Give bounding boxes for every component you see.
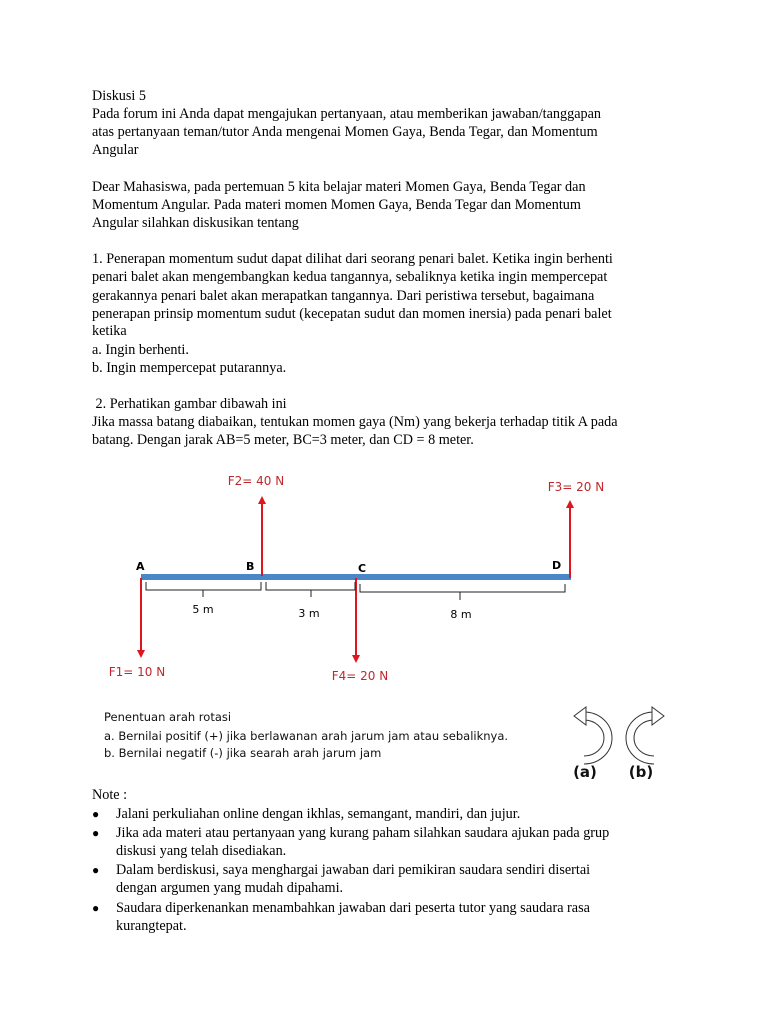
bracket-ab xyxy=(146,582,261,597)
greeting-line: Momentum Angular. Pada materi momen Momen Gaya, Benda Tegar dan Momentum xyxy=(92,197,581,213)
greeting-line: Angular silahkan diskusikan tentang xyxy=(92,215,299,231)
distance-bc-label: 3 m xyxy=(298,607,320,620)
bullet-icon: ● xyxy=(92,863,100,877)
point-c-label: C xyxy=(358,562,367,575)
bracket-cd xyxy=(360,584,565,600)
question-2-line: batang. Dengan jarak AB=5 meter, BC=3 meter, dan CD = 8 meter. xyxy=(92,432,474,448)
note-bullet: Dalam berdiskusi, saya menghargai jawaban dari pemikiran saudara sendiri disertai xyxy=(116,862,591,878)
bullet-icon: ● xyxy=(92,901,100,915)
icon-b-label: (b) xyxy=(628,763,654,780)
point-d-label: D xyxy=(552,559,562,572)
force-f3-label: F3= 20 N xyxy=(547,480,605,494)
point-a-label: A xyxy=(136,560,145,573)
question-1-line: penari balet akan mengembangkan kedua tangannya, sebaliknya ketika ingin mempercepat xyxy=(92,269,608,285)
question-1-line: gerakannya penari balet akan merapatkan tangannya. Dari peristiwa tersebut, bagaimana xyxy=(92,288,595,304)
point-b-label: B xyxy=(246,560,255,573)
force-f1-label: F1= 10 N xyxy=(108,665,166,679)
force-f4-label: F4= 20 N xyxy=(331,669,389,683)
counterclockwise-arrow-icon xyxy=(574,707,608,760)
note-bullet: Jalani perkuliahan online dengan ikhlas, semangant, mandiri, dan jujur. xyxy=(116,806,521,822)
note-bullet-cont: kurangtepat. xyxy=(116,918,187,934)
bullet-icon: ● xyxy=(92,807,100,821)
rotation-rule-b: b. Bernilai negatif (-) jika searah arah jarum jam xyxy=(104,746,382,760)
question-1-line: 1. Penerapan momentum sudut dapat dilihat dari seorang penari balet. Ketika ingin berhenti xyxy=(92,251,613,267)
clockwise-arrow-icon xyxy=(630,707,664,760)
intro-line: atas pertanyaan teman/tutor Anda mengenai Momen Gaya, Benda Tegar, dan Momentum xyxy=(92,124,598,140)
question-2-line: 2. Perhatikan gambar dibawah ini xyxy=(92,396,287,412)
note-bullet-cont: diskusi yang telah disediakan. xyxy=(116,843,287,859)
distance-ab-label: 5 m xyxy=(192,603,214,616)
question-1-line: penerapan prinsip momentum sudut (kecepatan sudut dan momen inersia) pada penari balet xyxy=(92,306,612,322)
title: Diskusi 5 xyxy=(92,88,146,104)
question-1-option-a: a. Ingin berhenti. xyxy=(92,342,189,358)
note-bullet-cont: dengan argumen yang mudah dipahami. xyxy=(116,880,344,896)
force-f2-label: F2= 40 N xyxy=(227,474,285,488)
bullet-icon: ● xyxy=(92,826,100,840)
force-diagram xyxy=(90,460,690,780)
note-bullet: Saudara diperkenankan menambahkan jawaban dari peserta tutor yang saudara rasa xyxy=(116,900,590,916)
question-1-option-b: b. Ingin mempercepat putarannya. xyxy=(92,360,287,376)
question-2-line: Jika massa batang diabaikan, tentukan momen gaya (Nm) yang bekerja terhadap titik A pada xyxy=(92,414,618,430)
rotation-title: Penentuan arah rotasi xyxy=(104,710,232,724)
note-title: Note : xyxy=(92,787,128,803)
distance-cd-label: 8 m xyxy=(450,608,472,621)
rotation-rule-a: a. Bernilai positif (+) jika berlawanan arah jarum jam atau sebaliknya. xyxy=(104,729,509,743)
note-bullet: Jika ada materi atau pertanyaan yang kurang paham silahkan saudara ajukan pada grup xyxy=(116,825,610,841)
intro-line: Angular xyxy=(92,142,139,158)
greeting-line: Dear Mahasiswa, pada pertemuan 5 kita belajar materi Momen Gaya, Benda Tegar dan xyxy=(92,179,586,195)
bracket-bc xyxy=(266,582,355,597)
intro-line: Pada forum ini Anda dapat mengajukan pertanyaan, atau memberikan jawaban/tanggapan xyxy=(92,106,601,122)
icon-a-label: (a) xyxy=(573,763,597,780)
question-1-line: ketika xyxy=(92,323,127,339)
